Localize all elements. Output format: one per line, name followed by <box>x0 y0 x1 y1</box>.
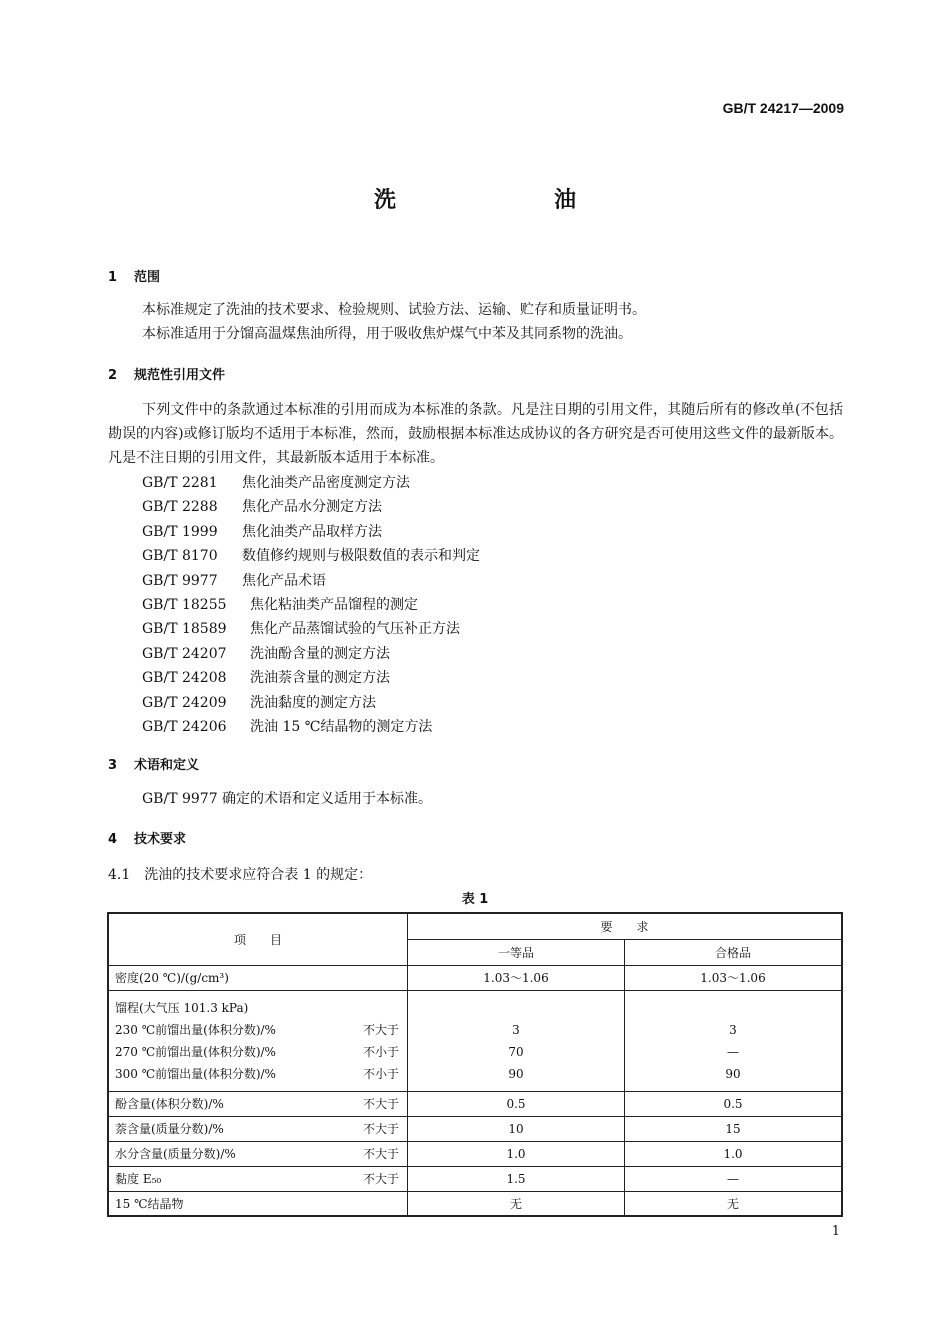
limit-label: 不大于 <box>362 1097 399 1111</box>
document-title: 洗 油 <box>373 188 644 213</box>
table-row <box>108 1191 842 1216</box>
row-label: 270 ℃前馏出量(体积分数)/% <box>115 1044 276 1059</box>
grade-2-value: 1.0 <box>625 1141 843 1166</box>
reference-title: 洗油酚含量的测定方法 <box>250 645 390 662</box>
grade-2-value: 15 <box>625 1116 843 1141</box>
grade-2-value: 90 <box>725 1066 741 1081</box>
reference-title: 洗油 15 ℃结晶物的测定方法 <box>250 719 433 735</box>
page-number: 1 <box>831 1224 840 1239</box>
reference-item <box>142 716 432 736</box>
row-label: 萘含量(质量分数)/% <box>115 1122 224 1136</box>
table-row <box>108 1141 842 1166</box>
reference-item <box>142 667 390 687</box>
reference-code: GB/T 9977 <box>142 572 218 589</box>
reference-title: 焦化产品蒸馏试验的气压补正方法 <box>250 621 460 638</box>
reference-item <box>142 594 418 614</box>
reference-item <box>142 472 410 492</box>
reference-code: GB/T 2288 <box>142 499 218 516</box>
reference-code: GB/T 24206 <box>142 719 227 735</box>
reference-item <box>142 521 382 541</box>
reference-code: GB/T 2281 <box>142 475 218 491</box>
reference-code: GB/T 1999 <box>142 523 218 540</box>
row-label: 密度(20 ℃)/(g/cm³) <box>108 965 408 990</box>
section-4-heading <box>108 828 186 847</box>
limit-label: 不大于 <box>362 1147 399 1161</box>
section-number: 3 <box>108 758 118 773</box>
reference-code: GB/T 24208 <box>142 670 227 687</box>
reference-item <box>142 496 382 516</box>
table-row <box>108 1166 842 1191</box>
paragraph: 下列文件中的条款通过本标准的引用而成为本标准的条款。凡是注日期的引用文件，其随后所有的修改单(不包括勘误的内容)或修订版均不适用于本标准，然而，鼓励根据本标准达成协议的各方研究是否可使用这些文件的最新版本。凡是不注日期的引用文件，其最新版本适用于本标准。 <box>108 402 843 466</box>
table-row <box>108 1116 842 1141</box>
grade-1-value: 70 <box>508 1044 524 1059</box>
reference-title: 洗油萘含量的测定方法 <box>250 670 390 687</box>
section-title: 技术要求 <box>134 832 187 847</box>
row-label: 馏程(大气压 101.3 kPa) <box>115 1000 249 1015</box>
clause-4-1: 4.1 洗油的技术要求应符合表 1 的规定： <box>108 867 373 883</box>
paragraph: 本标准适用于分馏高温煤焦油所得，用于吸收焦炉煤气中苯及其同系物的洗油。 <box>142 326 632 342</box>
section-number: 2 <box>108 368 118 383</box>
reference-code: GB/T 18255 <box>142 597 227 613</box>
reference-item <box>142 570 326 590</box>
reference-item <box>142 643 390 663</box>
reference-code: GB/T 8170 <box>142 548 218 565</box>
table-caption: 表 1 <box>461 892 489 907</box>
header-requirements: 要 求 <box>408 913 843 939</box>
section-3-heading <box>108 754 199 773</box>
reference-code: GB/T 18589 <box>142 621 227 638</box>
limit-label: 不大于 <box>362 1172 399 1186</box>
row-label: 酚含量(体积分数)/% <box>115 1097 224 1111</box>
paragraph: GB/T 9977 确定的术语和定义适用于本标准。 <box>142 791 433 807</box>
reference-title: 焦化粘油类产品馏程的测定 <box>250 597 418 613</box>
paragraph: 本标准规定了洗油的技术要求、检验规则、试验方法、运输、贮存和质量证明书。 <box>142 302 646 318</box>
grade-1-value: 90 <box>508 1066 524 1081</box>
grade-1-value: 3 <box>512 1022 520 1037</box>
section-title: 规范性引用文件 <box>134 368 226 383</box>
reference-title: 焦化产品水分测定方法 <box>242 499 382 516</box>
reference-title: 焦化油类产品取样方法 <box>242 523 382 540</box>
grade-2-value: 3 <box>729 1022 737 1037</box>
row-label: 300 ℃前馏出量(体积分数)/% <box>115 1066 276 1081</box>
reference-item <box>142 618 460 638</box>
limit-label: 不小于 <box>362 1044 399 1059</box>
header-grade-1: 一等品 <box>408 939 625 965</box>
grade-1-value: 0.5 <box>408 1091 625 1116</box>
row-label: 15 ℃结晶物 <box>115 1196 184 1211</box>
grade-1-value: 1.03～1.06 <box>408 965 625 990</box>
table-row <box>108 1091 842 1116</box>
reference-title: 洗油黏度的测定方法 <box>250 694 376 711</box>
grade-2-value: — <box>625 1166 843 1191</box>
requirements-table <box>107 912 843 1217</box>
reference-title: 焦化产品术语 <box>242 572 326 589</box>
section-1-heading <box>108 266 160 285</box>
reference-code: GB/T 24209 <box>142 694 227 711</box>
reference-title: 数值修约规则与极限数值的表示和判定 <box>242 548 480 565</box>
section-title: 术语和定义 <box>134 758 200 773</box>
row-label: 水分含量(质量分数)/% <box>115 1147 236 1161</box>
grade-2-value: 0.5 <box>625 1091 843 1116</box>
standard-number: GB/T 24217—2009 <box>722 100 844 116</box>
grade-2-value: — <box>727 1044 739 1059</box>
reference-item <box>142 692 376 712</box>
grade-1-value: 无 <box>408 1191 625 1216</box>
reference-item <box>142 545 480 565</box>
limit-label: 不大于 <box>362 1122 399 1136</box>
header-grade-2: 合格品 <box>625 939 843 965</box>
row-label: 230 ℃前馏出量(体积分数)/% <box>115 1022 276 1037</box>
section-number: 1 <box>108 270 118 285</box>
section-2-heading <box>108 364 225 383</box>
reference-code: GB/T 24207 <box>142 645 227 662</box>
table-row <box>108 965 842 990</box>
section-number: 4 <box>108 832 118 847</box>
grade-2-value: 1.03～1.06 <box>625 965 843 990</box>
grade-1-value: 1.5 <box>408 1166 625 1191</box>
limit-label: 不小于 <box>362 1066 399 1081</box>
limit-label: 不大于 <box>362 1022 399 1037</box>
grade-2-value: 无 <box>625 1191 843 1216</box>
row-label: 黏度 E₅₀ <box>115 1172 162 1186</box>
section-title: 范围 <box>134 270 161 285</box>
reference-title: 焦化油类产品密度测定方法 <box>242 475 410 491</box>
grade-1-value: 10 <box>408 1116 625 1141</box>
grade-1-value: 1.0 <box>408 1141 625 1166</box>
table-row <box>108 990 842 1091</box>
header-item: 项 目 <box>108 913 408 965</box>
